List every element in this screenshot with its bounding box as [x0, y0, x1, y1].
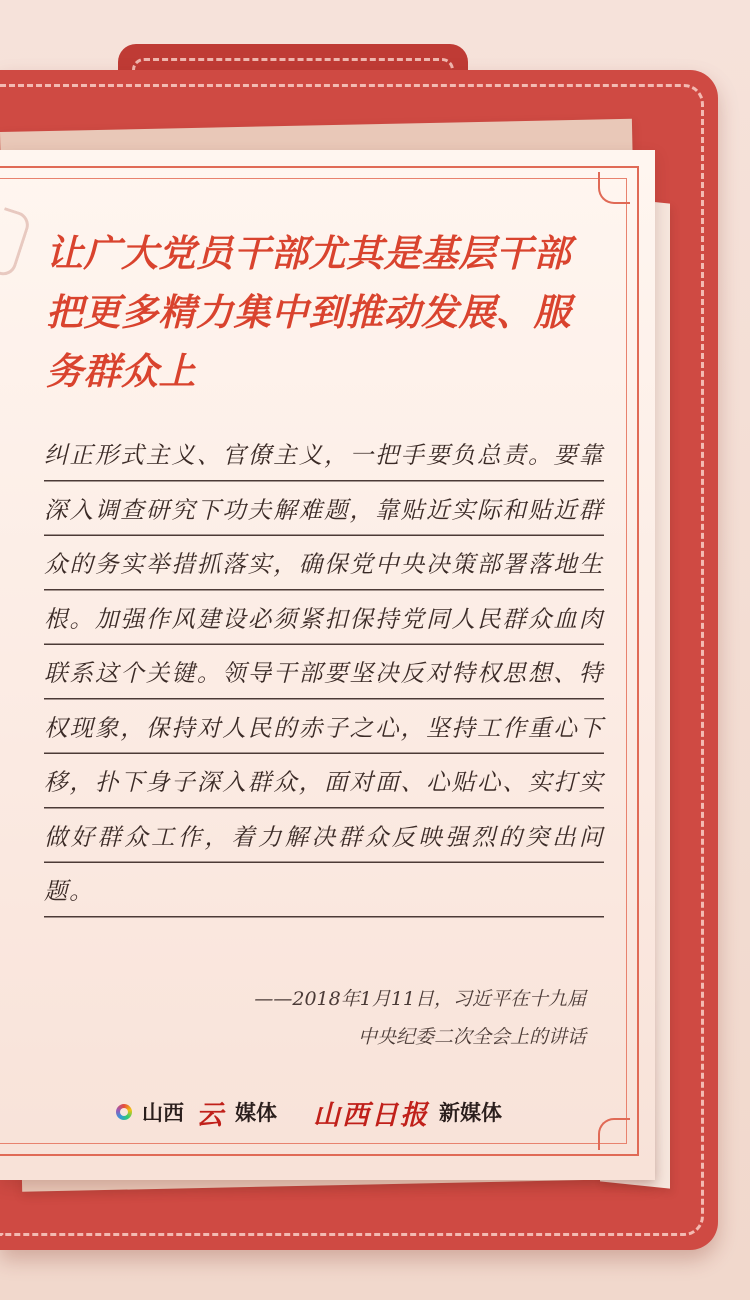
shanxi-cloud-logo-icon — [116, 1104, 132, 1120]
corner-ornament-bottom — [598, 1118, 630, 1150]
corner-ornament-top — [598, 172, 630, 204]
attribution-line-2: 中央纪委二次全会上的讲话 — [357, 1026, 586, 1048]
logo-media-text: 媒体 — [235, 1101, 277, 1125]
shanxi-daily-logo: 山西日报 — [313, 1099, 429, 1131]
attribution-line-1: ——2018年1月11日，习近平在十九届 — [254, 988, 586, 1010]
quote-body: 纠正形式主义、官僚主义，一把手要负总责。要靠深入调查研究下功夫解难题，靠贴近实际和贴近群众的务实举措抓落实，确保党中央决策部署落地生根。加强作风建设必须紧扣保持党同人民群众血肉联系这个关键。领导干部要坚决反对特权思想、特权现象，保持对人民的赤子之心，坚持工作重心下移，扑下身子深入群众，面对面、心贴心、实打实做好群众工作，着力解决群众反映强烈的突出问题。 — [44, 428, 604, 919]
logo-new-media-text: 新媒体 — [439, 1101, 502, 1125]
publisher-logos — [116, 1092, 502, 1132]
logo-cloud-text: 云 — [196, 1099, 223, 1131]
quote-title: 让广大党员干部尤其是基层干部把更多精力集中到推动发展、服务群众上 — [46, 232, 571, 393]
quote-attribution — [150, 980, 586, 1056]
logo-shanxi-text: 山西 — [142, 1101, 184, 1125]
